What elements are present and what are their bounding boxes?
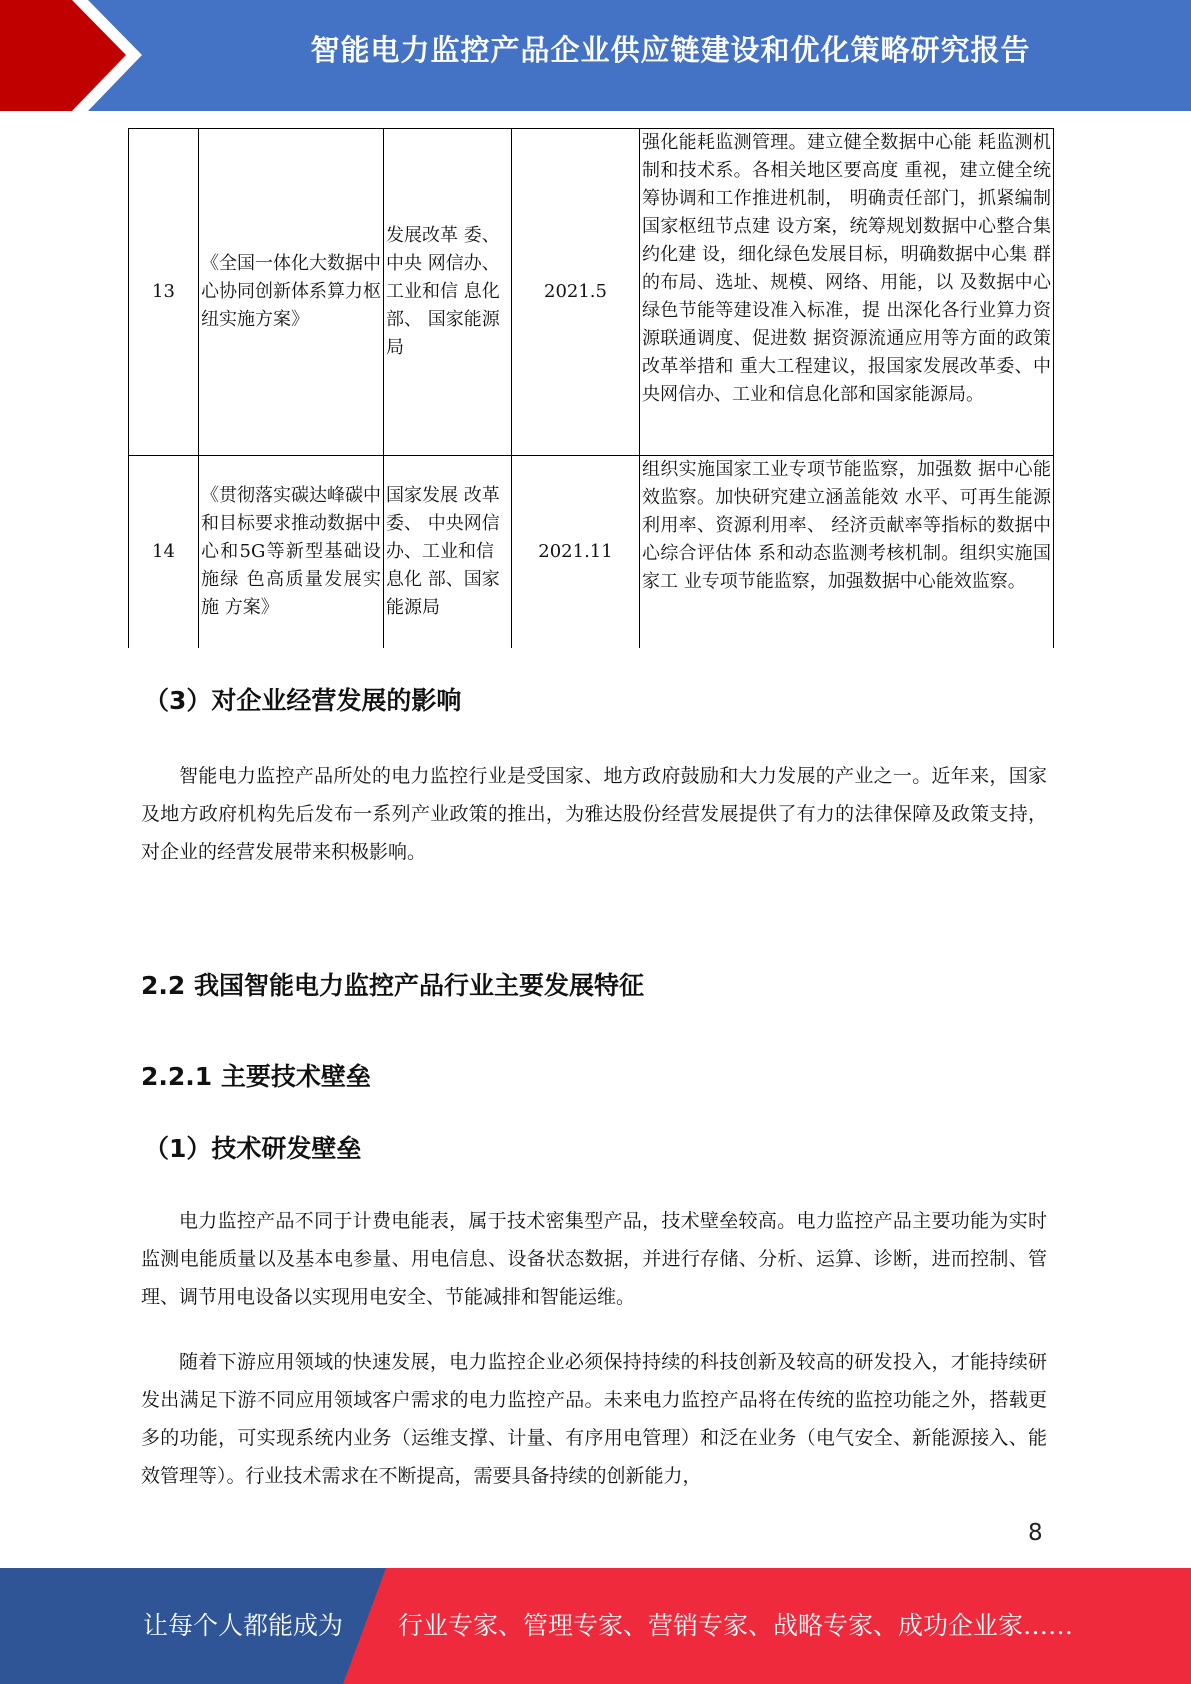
policy-table <box>128 128 1054 648</box>
issue-date: 2021.5 <box>512 129 640 456</box>
page-header <box>0 0 1191 111</box>
policy-name: 《贯彻落实碳达峰碳中和目标要求推动数据中心和5G等新型基础设施绿 色高质量发展实施 方案》 <box>199 456 384 648</box>
table-row <box>129 456 1054 648</box>
row-number: 13 <box>129 129 199 456</box>
section-heading-2-2-1: 2.2.1 主要技术壁垒 <box>141 1062 371 1091</box>
header-arrow-decoration <box>0 0 160 111</box>
policy-measures: 强化能耗监测管理。建立健全数据中心能 耗监测机制和技术系。各相关地区要高度 重视，建立健全统筹协调和工作推进机制， 明确责任部门，抓紧编制国家枢纽节点建 设方案，统筹规划数据中心整合集约化建 设，细化绿色发展目标，明确数据中心集 群的布局、选址、规模、网络、用能，以 及数据中心绿色节能等建设准入标准，提 出深化各行业算力资源联通调度、促进数 据资源流通应用等方面的政策改革举措和 重大工程建议，报国家发展改革委、中央网信办、工业和信息化部和国家能源局。 <box>640 129 1054 456</box>
section-heading-2-2: 2.2 我国智能电力监控产品行业主要发展特征 <box>141 971 644 1000</box>
policy-measures: 组织实施国家工业专项节能监察，加强数 据中心能效监察。加快研究建立涵盖能效 水平、可再生能源利用率、资源利用率、 经济贡献率等指标的数据中心综合评估体 系和动态监测考核机制。组织实施国家工 业专项节能监察，加强数据中心能效监察。 <box>640 456 1054 648</box>
issuing-agency: 发展改革 委、中央 网信办、工业和信 息化部、 国家能源 局 <box>384 129 512 456</box>
report-title: 智能电力监控产品企业供应链建设和优化策略研究报告 <box>310 33 1031 67</box>
footer-slogan-right: 行业专家、管理专家、营销专家、战略专家、成功企业家…… <box>398 1611 1074 1640</box>
paragraph-impact: 智能电力监控产品所处的电力监控行业是受国家、地方政府鼓励和大力发展的产业之一。近年来，国家及地方政府机构先后发布一系列产业政策的推出，为雅达股份经营发展提供了有力的法律保障及政策支持，对企业的经营发展带来积极影响。 <box>141 765 1047 863</box>
policy-name: 《全国一体化大数据中心协同创新体系算力枢纽实施方案》 <box>199 129 384 456</box>
paragraph-rd-1: 电力监控产品不同于计费电能表，属于技术密集型产品，技术壁垒较高。电力监控产品主要功能为实时监测电能质量以及基本电参量、用电信息、设备状态数据，并进行存储、分析、运算、诊断，进而控制、管理、调节用电设备以实现用电安全、节能减排和智能运维。 <box>141 1210 1047 1308</box>
page-footer <box>0 1568 1191 1684</box>
page-number: 8 <box>1028 1520 1043 1546</box>
issuing-agency: 国家发展 改革委、 中央网信 办、工业和信息化 部、国家 能源局 <box>384 456 512 648</box>
issue-date: 2021.11 <box>512 456 640 648</box>
table-row <box>129 129 1054 456</box>
section-heading-rd: （1）技术研发壁垒 <box>144 1134 362 1163</box>
paragraph-rd-2: 随着下游应用领域的快速发展，电力监控企业必须保持持续的科技创新及较高的研发投入，才能持续研发出满足下游不同应用领域客户需求的电力监控产品。未来电力监控产品将在传统的监控功能之外，搭载更多的功能，可实现系统内业务（运维支撑、计量、有序用电管理）和泛在业务（电气安全、新能源接入、能效管理等）。行业技术需求在不断提高，需要具备持续的创新能力， <box>141 1351 1047 1487</box>
row-number: 14 <box>129 456 199 648</box>
footer-slogan-left: 让每个人都能成为 <box>143 1611 344 1640</box>
section-heading-impact: （3）对企业经营发展的影响 <box>144 686 462 715</box>
